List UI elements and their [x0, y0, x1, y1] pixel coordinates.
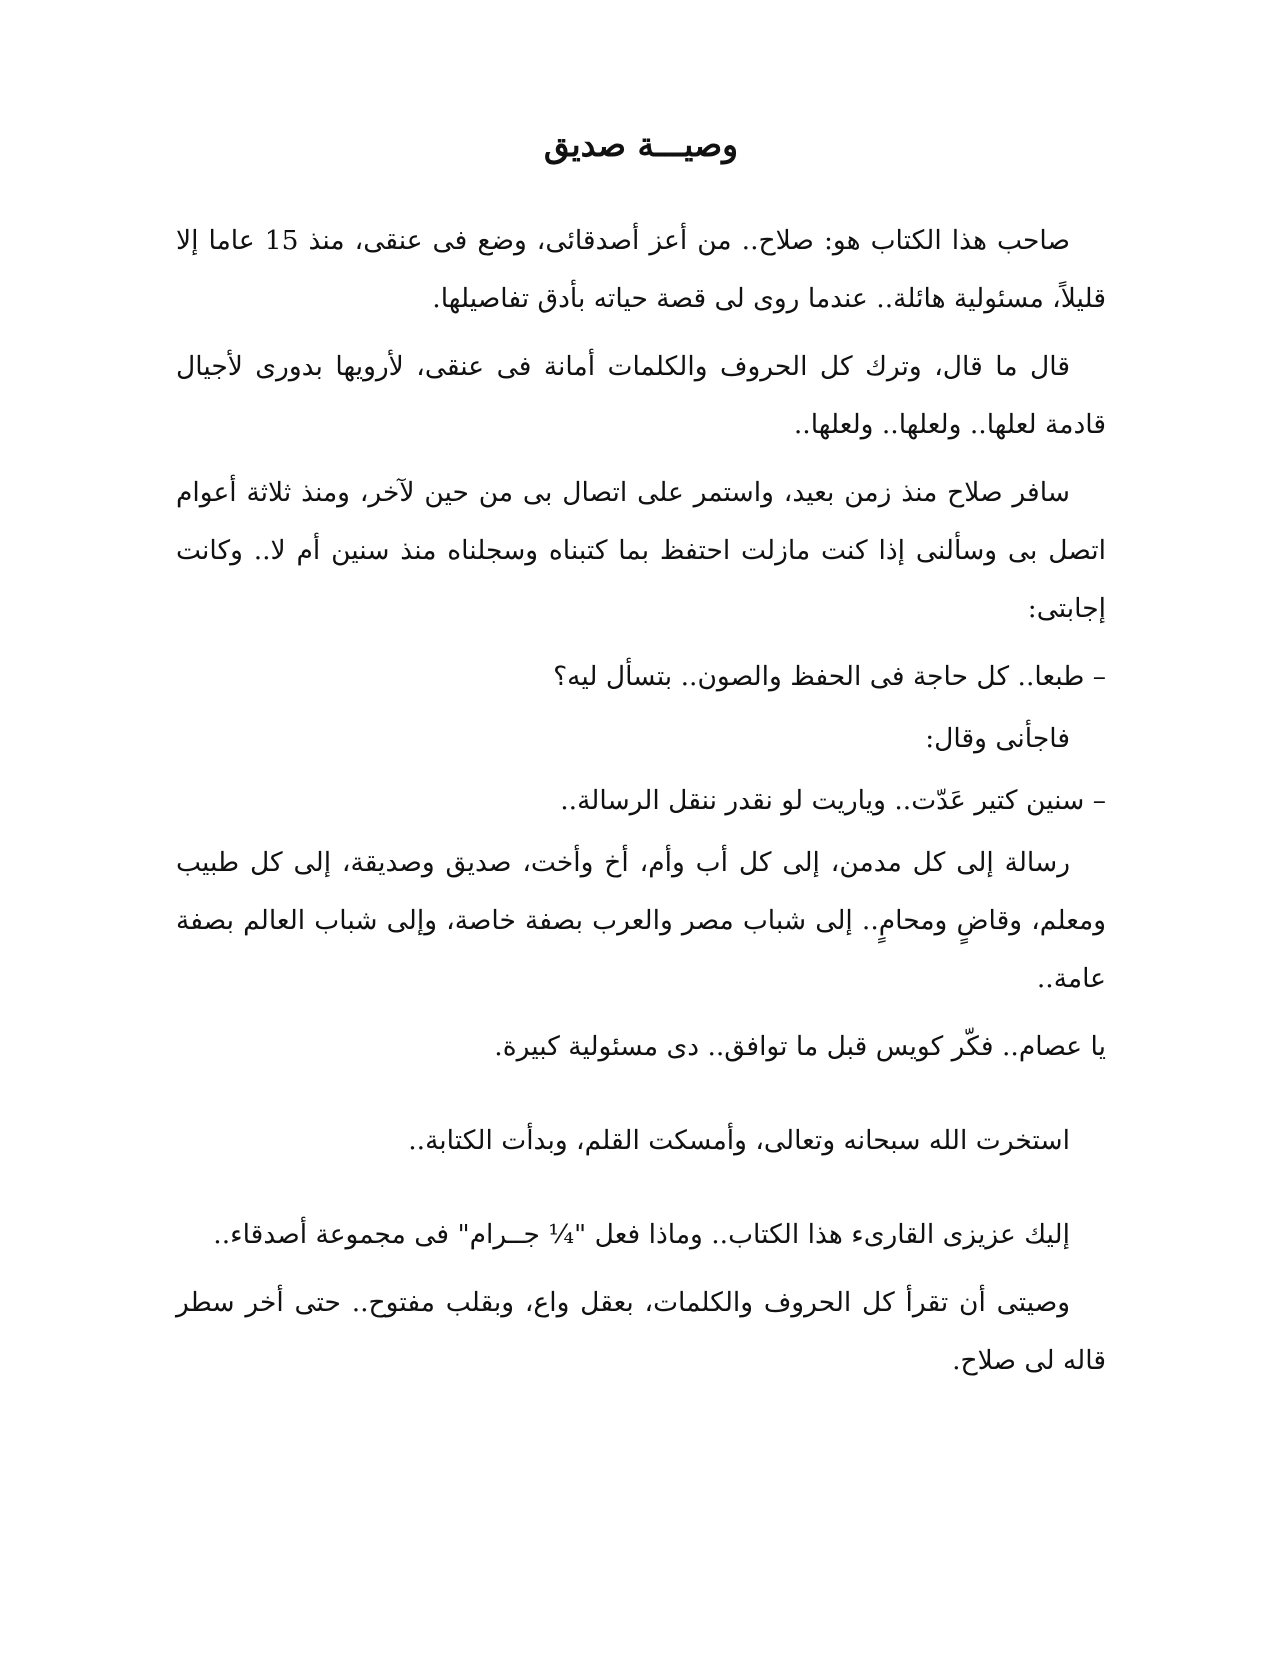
dialogue-line-1: – طبعا.. كل حاجة فى الحفظ والصون.. بتسأل ليه؟ — [553, 661, 1106, 692]
document-body — [176, 212, 1106, 1400]
paragraph-advice: وصيتى أن تقرأ كل الحروف والكلمات، بعقل واع، وبقلب مفتوح.. حتى أخر سطر قاله لى صلاح. — [176, 1287, 1106, 1376]
paragraph-message: رسالة إلى كل مدمن، إلى كل أب وأم، أخ وأخت، صديق وصديقة، إلى كل طبيب ومعلم، وقاضٍ ومحامٍ.. إلى شباب مصر والعرب بصفة خاصة، وإلى شباب العالم بصفة عامة.. — [176, 847, 1106, 994]
page-title: وصيـــة صديق — [543, 125, 739, 164]
dialogue-line-2: – سنين كتير عَدّت.. وياريت لو نقدر ننقل الرسالة.. — [560, 785, 1106, 816]
paragraph-warning: يا عصام.. فكّر كويس قبل ما توافق.. دى مسئولية كبيرة. — [494, 1031, 1106, 1062]
paragraph-intro: صاحب هذا الكتاب هو: صلاح.. من أعز أصدقائى، وضع فى عنقى، منذ 15 عاما إلا قليلاً، مسئولية هائلة.. عندما روى لى قصة حياته بأدق تفاصيلها. — [176, 225, 1106, 314]
paragraph-trust: قال ما قال، وترك كل الحروف والكلمات أمانة فى عنقى، لأرويها بدورى لأجيال قادمة لعلها.. ولعلها.. ولعلها.. — [176, 351, 1106, 440]
paragraph-dedication: إليك عزيزى القارىء هذا الكتاب.. وماذا فعل "¼ جــرام" فى مجموعة أصدقاء.. — [213, 1219, 1070, 1250]
paragraph-prayer: استخرت الله سبحانه وتعالى، وأمسكت القلم، وبدأت الكتابة.. — [408, 1125, 1070, 1156]
dialogue-intro-line: فاجأنى وقال: — [925, 723, 1070, 754]
paragraph-call: سافر صلاح منذ زمن بعيد، واستمر على اتصال بى من حين لآخر، ومنذ ثلاثة أعوام اتصل بى وسألنى إذا كنت مازلت احتفظ بما كتبناه وسجلناه منذ سنين أم لا.. وكانت إجابتى: — [176, 477, 1106, 624]
